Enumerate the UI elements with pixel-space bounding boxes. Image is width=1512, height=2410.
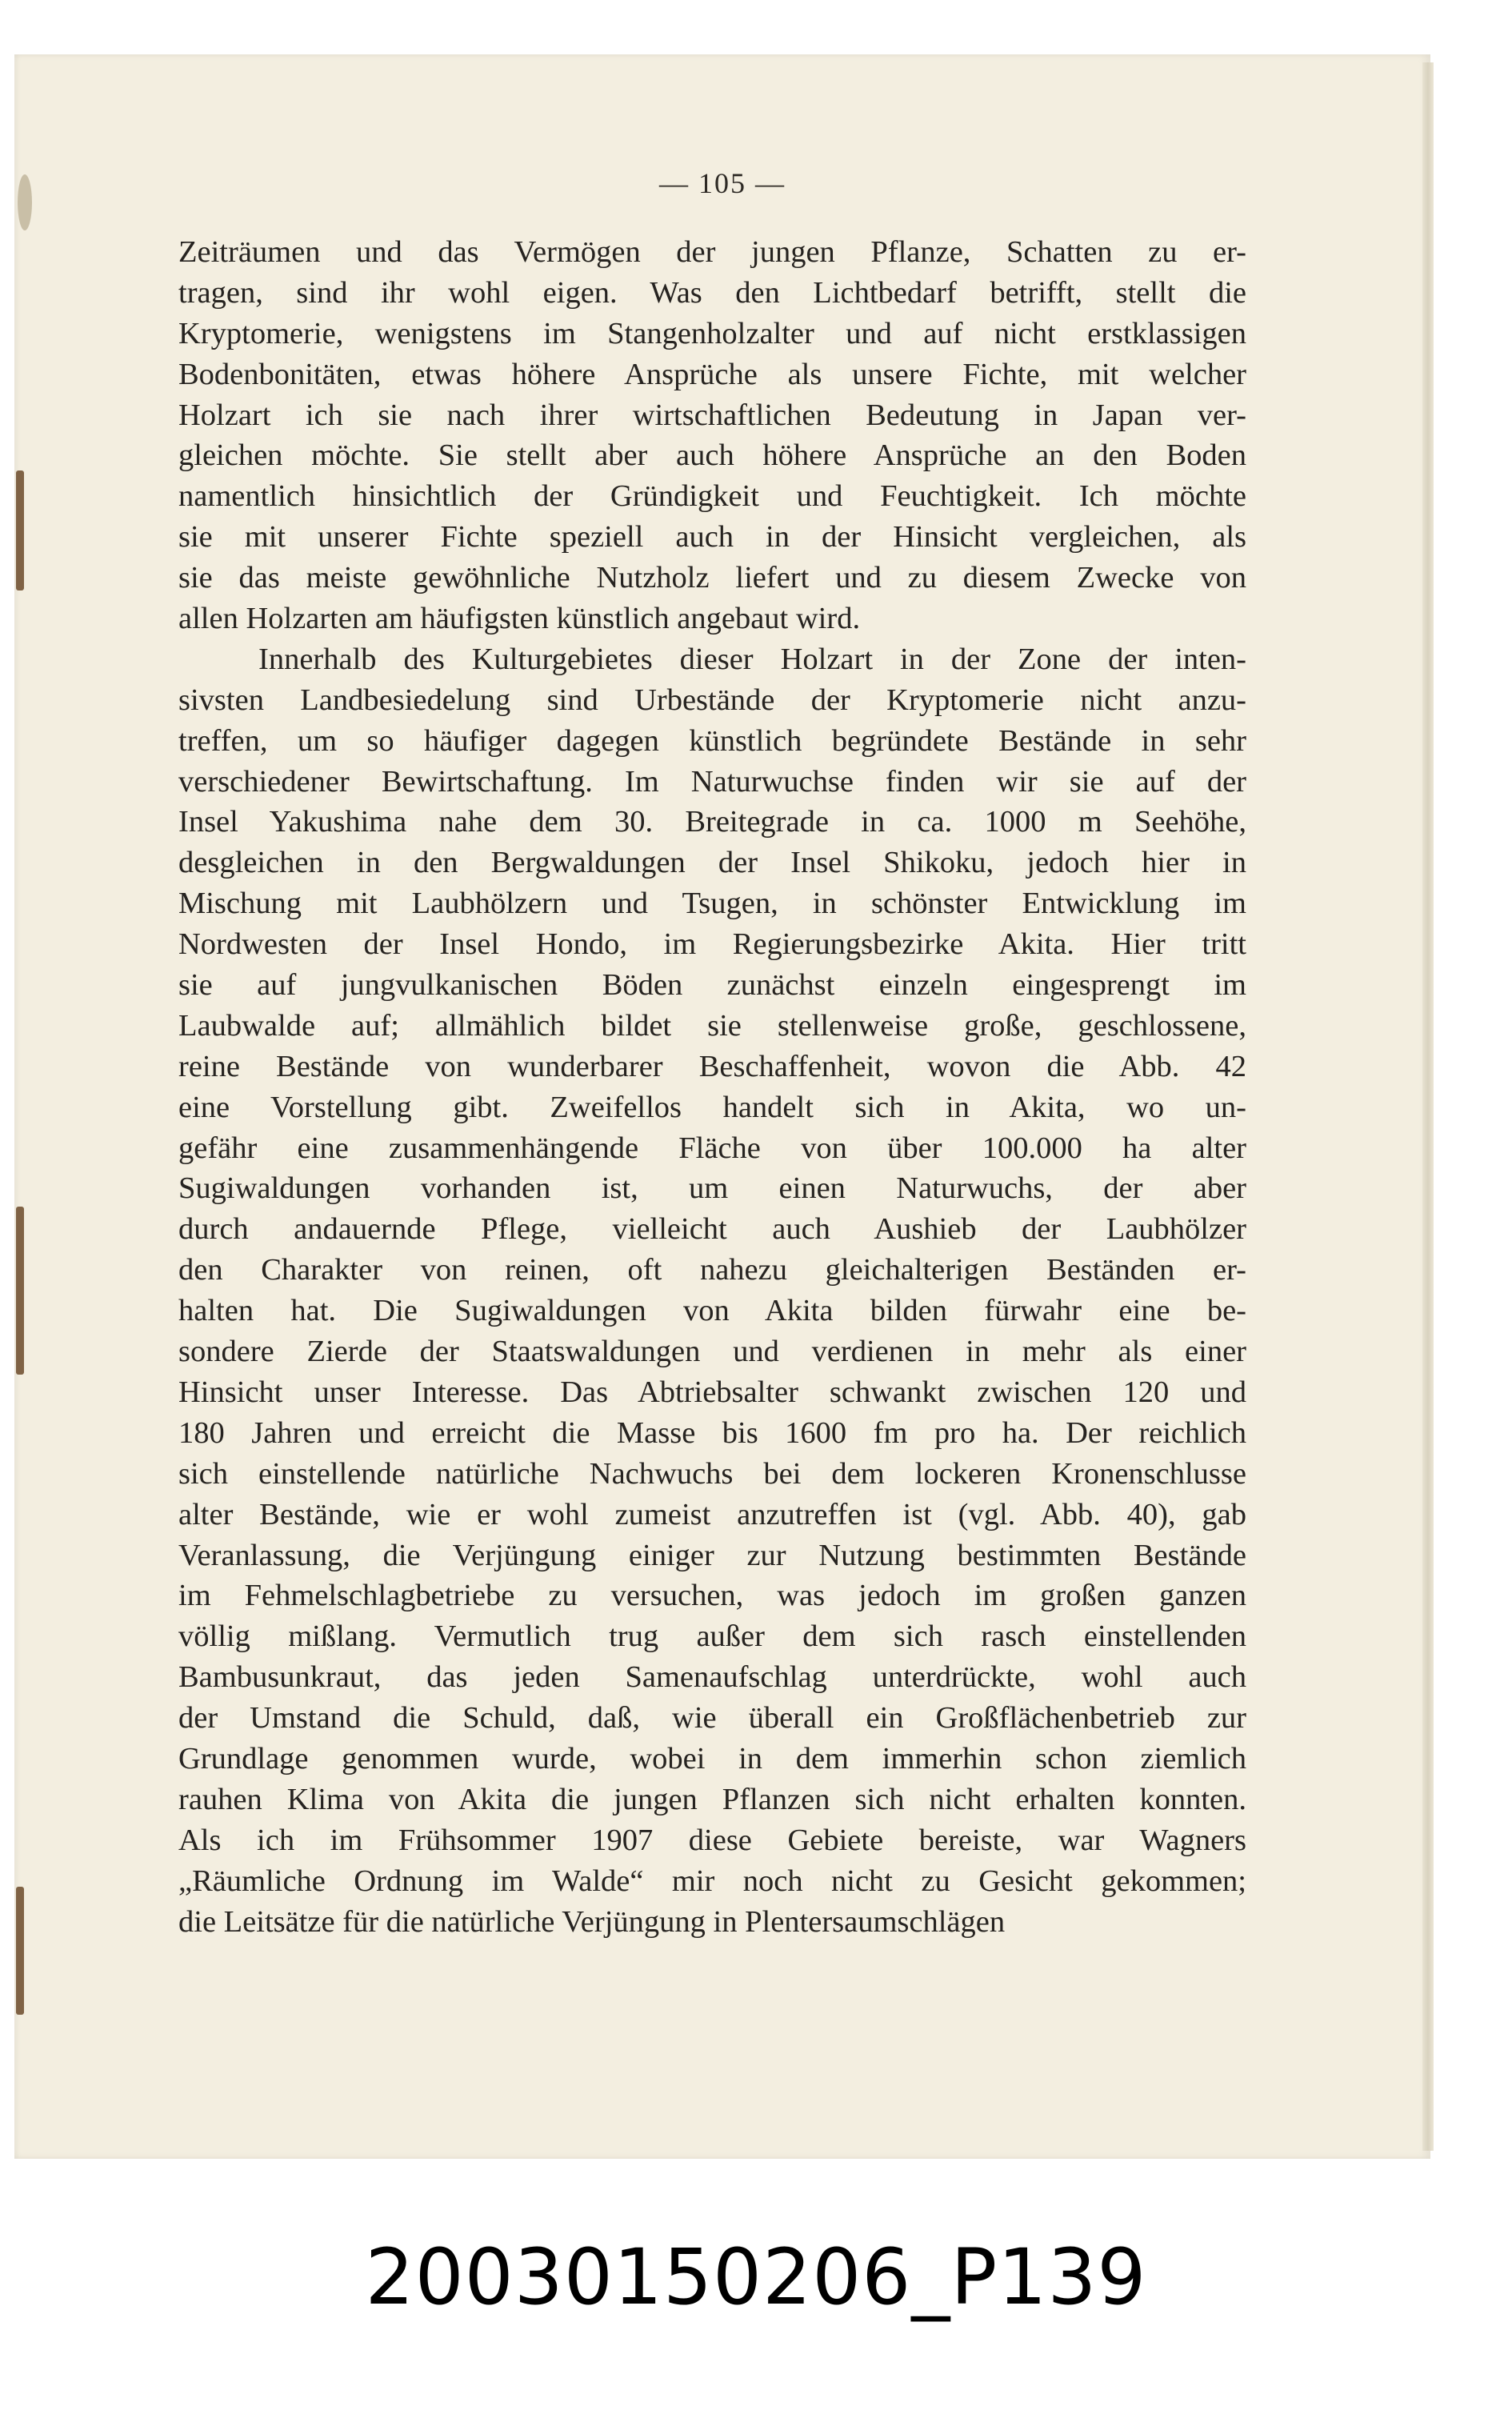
text-line: sie auf jungvulkanischen Böden zunächst einzeln eingesprengt im [178, 968, 1246, 1003]
text-line: reine Bestände von wunderbarer Beschaffenheit, wovon die Abb. 42 [178, 1049, 1246, 1083]
text-line: Bambusunkraut, das jeden Samenaufschlag unterdrückte, wohl auch [178, 1660, 1246, 1695]
text-line: eine Vorstellung gibt. Zweifellos handelt sich in Akita, wo un- [178, 1090, 1246, 1124]
text-line: verschiedener Bewirtschaftung. Im Naturwuchse finden wir sie auf der [178, 764, 1246, 799]
text-line: Kryptomerie, wenigstens im Stangenholzalter und auf nicht erstklassigen [178, 316, 1246, 350]
text-line: allen Holzarten am häufigsten künstlich angebaut wird. [178, 602, 861, 636]
binding-thread-mark [16, 1887, 24, 2015]
text-line: durch andauernde Pflege, vielleicht auch Aushieb der Laubhölzer [178, 1212, 1246, 1247]
text-line: tragen, sind ihr wohl eigen. Was den Lichtbedarf betrifft, stellt die [178, 275, 1246, 310]
text-line: Laubwalde auf; allmählich bildet sie stellenweise große, geschlossene, [178, 1008, 1246, 1043]
text-line: namentlich hinsichtlich der Gründigkeit und Feuchtigkeit. Ich möchte [178, 479, 1246, 514]
text-line: Holzart ich sie nach ihrer wirtschaftlichen Bedeutung in Japan ver- [178, 398, 1246, 432]
text-line: den Charakter von reinen, oft nahezu gleichalterigen Beständen er- [178, 1253, 1246, 1287]
text-line: alter Bestände, wie er wohl zumeist anzutreffen ist (vgl. Abb. 40), gab [178, 1497, 1246, 1531]
binding-thread-mark [16, 470, 24, 590]
text-line: Mischung mit Laubhölzern und Tsugen, in schönster Entwicklung im [178, 887, 1246, 921]
text-line: sivsten Landbesiedelung sind Urbestände der Kryptomerie nicht anzu- [178, 683, 1246, 717]
text-line: 180 Jahren und erreicht die Masse bis 1600 fm pro ha. Der reichlich [178, 1415, 1246, 1450]
text-line: desgleichen in den Bergwaldungen der Insel Shikoku, jedoch hier in [178, 846, 1246, 880]
text-line: sie mit unserer Fichte speziell auch in der Hinsicht vergleichen, als [178, 520, 1246, 554]
text-line: sie das meiste gewöhnliche Nutzholz liefert und zu diesem Zwecke von [178, 561, 1246, 595]
text-line: Zeiträumen und das Vermögen der jungen Pflanze, Schatten zu er- [178, 235, 1246, 269]
text-line: sich einstellende natürliche Nachwuchs bei dem lockeren Kronenschlusse [178, 1456, 1246, 1491]
text-line: rauhen Klima von Akita die jungen Pflanzen sich nicht erhalten konnten. [178, 1782, 1246, 1816]
archive-id-caption: 20030150206_P139 [365, 2232, 1147, 2322]
scanned-page [14, 54, 1430, 2159]
body-text [178, 232, 1246, 1942]
text-line: sondere Zierde der Staatswaldungen und verdienen in mehr als einer [178, 1335, 1246, 1369]
text-line: Innerhalb des Kulturgebietes dieser Holzart in der Zone der inten- [258, 642, 1246, 676]
text-line: Insel Yakushima nahe dem 30. Breitegrade in ca. 1000 m Seehöhe, [178, 805, 1246, 839]
text-line: Hinsicht unser Interesse. Das Abtriebsalter schwankt zwischen 120 und [178, 1375, 1246, 1409]
text-line: Grundlage genommen wurde, wobei in dem immerhin schon ziemlich [178, 1741, 1246, 1775]
text-line: Nordwesten der Insel Hondo, im Regierungsbezirke Akita. Hier tritt [178, 927, 1246, 962]
text-line: treffen, um so häufiger dagegen künstlich begründete Bestände in sehr [178, 723, 1246, 758]
page-number: — 105 — [659, 167, 786, 199]
text-line: im Fehmelschlagbetriebe zu versuchen, was jedoch im großen ganzen [178, 1579, 1246, 1613]
text-line: der Umstand die Schuld, daß, wie überall ein Großflächenbetrieb zur [178, 1701, 1246, 1735]
text-line: Sugiwaldungen vorhanden ist, um einen Naturwuchs, der aber [178, 1171, 1246, 1206]
text-line: die Leitsätze für die natürliche Verjüngung in Plentersaumschlägen [178, 1904, 1006, 1939]
page-edge [1422, 62, 1434, 2151]
text-line: Bodenbonitäten, etwas höhere Ansprüche als unsere Fichte, mit welcher [178, 357, 1246, 391]
text-line: „Räumliche Ordnung im Walde“ mir noch nicht zu Gesicht gekommen; [178, 1864, 1246, 1898]
text-line: Als ich im Frühsommer 1907 diese Gebiete bereiste, war Wagners [178, 1823, 1246, 1857]
text-line: völlig mißlang. Vermutlich trug außer dem sich rasch einstellenden [178, 1619, 1246, 1654]
text-line: halten hat. Die Sugiwaldungen von Akita bilden fürwahr eine be- [178, 1294, 1246, 1328]
text-line: Veranlassung, die Verjüngung einiger zur Nutzung bestimmten Bestände [178, 1538, 1246, 1572]
text-line: gleichen möchte. Sie stellt aber auch höhere Ansprüche an den Boden [178, 438, 1246, 473]
text-line: gefähr eine zusammenhängende Fläche von über 100.000 ha alter [178, 1131, 1246, 1165]
binding-thread-mark [16, 1207, 24, 1375]
